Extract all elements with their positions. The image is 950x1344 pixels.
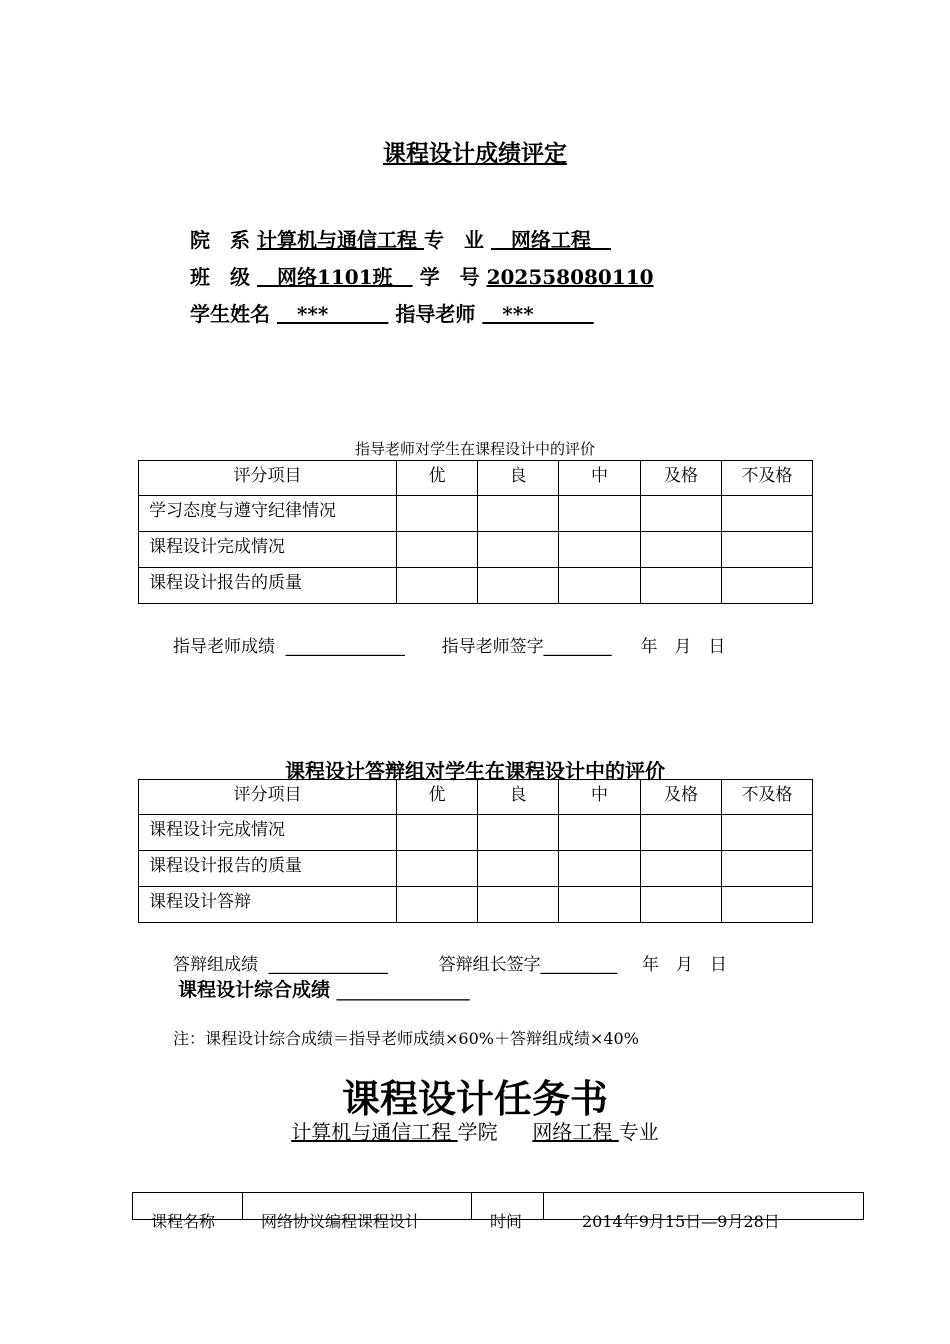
id-label: 学 号 <box>419 265 480 289</box>
header-cell: 良 <box>478 461 559 496</box>
panel-eval-caption: 课程设计答辩组对学生在课程设计中的评价 <box>285 759 665 783</box>
table-row <box>139 887 813 923</box>
teacher-value: *** <box>482 302 594 326</box>
grade-cell[interactable] <box>722 496 813 532</box>
header-cell: 良 <box>478 780 559 815</box>
info-row-class <box>190 261 654 290</box>
panel-sign-line <box>173 950 727 975</box>
class-label: 班 级 <box>190 265 250 289</box>
course-label: 课程名称 <box>151 1212 216 1231</box>
header-cell: 不及格 <box>722 780 813 815</box>
grade-cell[interactable] <box>641 815 722 851</box>
grade-cell[interactable] <box>397 887 478 923</box>
grade-cell[interactable] <box>559 532 641 568</box>
teacher-sign-line <box>173 632 725 657</box>
task-major-suffix: 专业 <box>618 1120 659 1144</box>
total-score-blank[interactable]: ______________ <box>336 979 470 1001</box>
grade-cell[interactable] <box>722 815 813 851</box>
total-score-line <box>178 975 470 1002</box>
teacher-score-blank[interactable]: ______________ <box>280 637 405 657</box>
time-label-cell <box>472 1193 544 1231</box>
teacher-date-label: 年 月 日 <box>640 637 726 657</box>
id-value: 202558080110 <box>486 265 654 289</box>
panel-score-blank[interactable]: ______________ <box>263 955 388 975</box>
grade-cell[interactable] <box>478 568 559 604</box>
task-subtitle <box>0 1116 950 1145</box>
dept-value: 计算机与通信工程 <box>256 228 424 252</box>
panel-score-label: 答辩组成绩 <box>173 955 258 975</box>
time-value-cell <box>544 1193 864 1231</box>
task-major: 网络工程 <box>532 1120 619 1144</box>
table-header-row <box>139 461 813 496</box>
header-cell: 中 <box>559 780 641 815</box>
item-cell: 学习态度与遵守纪律情况 <box>139 496 397 532</box>
teacher-eval-table <box>138 460 813 604</box>
major-value: 网络工程 <box>490 228 611 252</box>
header-cell: 评分项目 <box>139 461 397 496</box>
grade-cell[interactable] <box>559 496 641 532</box>
table-row <box>139 851 813 887</box>
time-value: 2014年9月15日—9月28日 <box>582 1212 780 1231</box>
time-label: 时间 <box>490 1212 523 1231</box>
table-row <box>139 815 813 851</box>
dept-label: 院 系 <box>190 228 250 252</box>
teacher-eval-caption: 指导老师对学生在课程设计中的评价 <box>354 440 595 458</box>
panel-sign-blank[interactable]: _________ <box>540 955 618 975</box>
teacher-score-label: 指导老师成绩 <box>173 637 275 657</box>
grade-cell[interactable] <box>722 851 813 887</box>
table-row <box>139 496 813 532</box>
info-row-dept <box>190 224 611 253</box>
grade-cell[interactable] <box>478 887 559 923</box>
course-value: 网络协议编程课程设计 <box>261 1212 422 1231</box>
name-value: *** <box>276 302 389 326</box>
item-cell: 课程设计报告的质量 <box>139 851 397 887</box>
panel-date-label: 年 月 日 <box>641 955 727 975</box>
item-cell: 课程设计完成情况 <box>139 532 397 568</box>
teacher-sign-label: 指导老师签字 <box>441 637 544 657</box>
grade-cell[interactable] <box>478 815 559 851</box>
score-note: 注：课程设计综合成绩＝指导老师成绩×60%＋答辩组成绩×40% <box>173 1029 639 1048</box>
course-label-cell <box>133 1193 243 1231</box>
course-value-cell <box>243 1193 472 1231</box>
table-row <box>139 568 813 604</box>
grade-cell[interactable] <box>397 496 478 532</box>
total-score-label: 课程设计综合成绩 <box>178 979 331 1001</box>
major-label: 专 业 <box>423 228 484 252</box>
page-title: 课程设计成绩评定 <box>383 141 567 167</box>
grade-cell[interactable] <box>397 568 478 604</box>
grade-cell[interactable] <box>722 568 813 604</box>
class-value: 网络1101班 <box>256 265 413 289</box>
header-cell: 优 <box>397 780 478 815</box>
grade-cell[interactable] <box>397 532 478 568</box>
grade-cell[interactable] <box>641 851 722 887</box>
item-cell: 课程设计答辩 <box>139 887 397 923</box>
teacher-label: 指导老师 <box>395 302 476 326</box>
grade-cell[interactable] <box>397 851 478 887</box>
grade-cell[interactable] <box>641 887 722 923</box>
header-cell: 优 <box>397 461 478 496</box>
task-college-suffix: 学院 <box>457 1120 498 1144</box>
task-table <box>132 1192 864 1231</box>
header-cell: 评分项目 <box>139 780 397 815</box>
item-cell: 课程设计完成情况 <box>139 815 397 851</box>
header-cell: 及格 <box>641 461 722 496</box>
grade-cell[interactable] <box>641 568 722 604</box>
task-college: 计算机与通信工程 <box>291 1120 458 1144</box>
header-cell: 及格 <box>641 780 722 815</box>
grade-cell[interactable] <box>559 887 641 923</box>
info-row-name <box>190 298 594 327</box>
header-cell: 中 <box>559 461 641 496</box>
grade-cell[interactable] <box>722 532 813 568</box>
grade-cell[interactable] <box>559 815 641 851</box>
grade-cell[interactable] <box>478 851 559 887</box>
panel-eval-table <box>138 779 813 923</box>
table-row <box>139 532 813 568</box>
grade-cell[interactable] <box>559 851 641 887</box>
teacher-sign-blank[interactable]: ________ <box>543 637 612 657</box>
grade-cell[interactable] <box>397 815 478 851</box>
panel-sign-label: 答辩组长签字 <box>438 955 541 975</box>
table-header-row <box>139 780 813 815</box>
header-cell: 不及格 <box>722 461 813 496</box>
grade-cell[interactable] <box>478 532 559 568</box>
task-title: 课程设计任务书 <box>341 1077 608 1121</box>
name-label: 学生姓名 <box>190 302 270 326</box>
table-row <box>133 1193 864 1220</box>
grade-cell[interactable] <box>559 568 641 604</box>
grade-cell[interactable] <box>478 496 559 532</box>
item-cell: 课程设计报告的质量 <box>139 568 397 604</box>
grade-cell[interactable] <box>722 887 813 923</box>
grade-cell[interactable] <box>641 496 722 532</box>
grade-cell[interactable] <box>641 532 722 568</box>
